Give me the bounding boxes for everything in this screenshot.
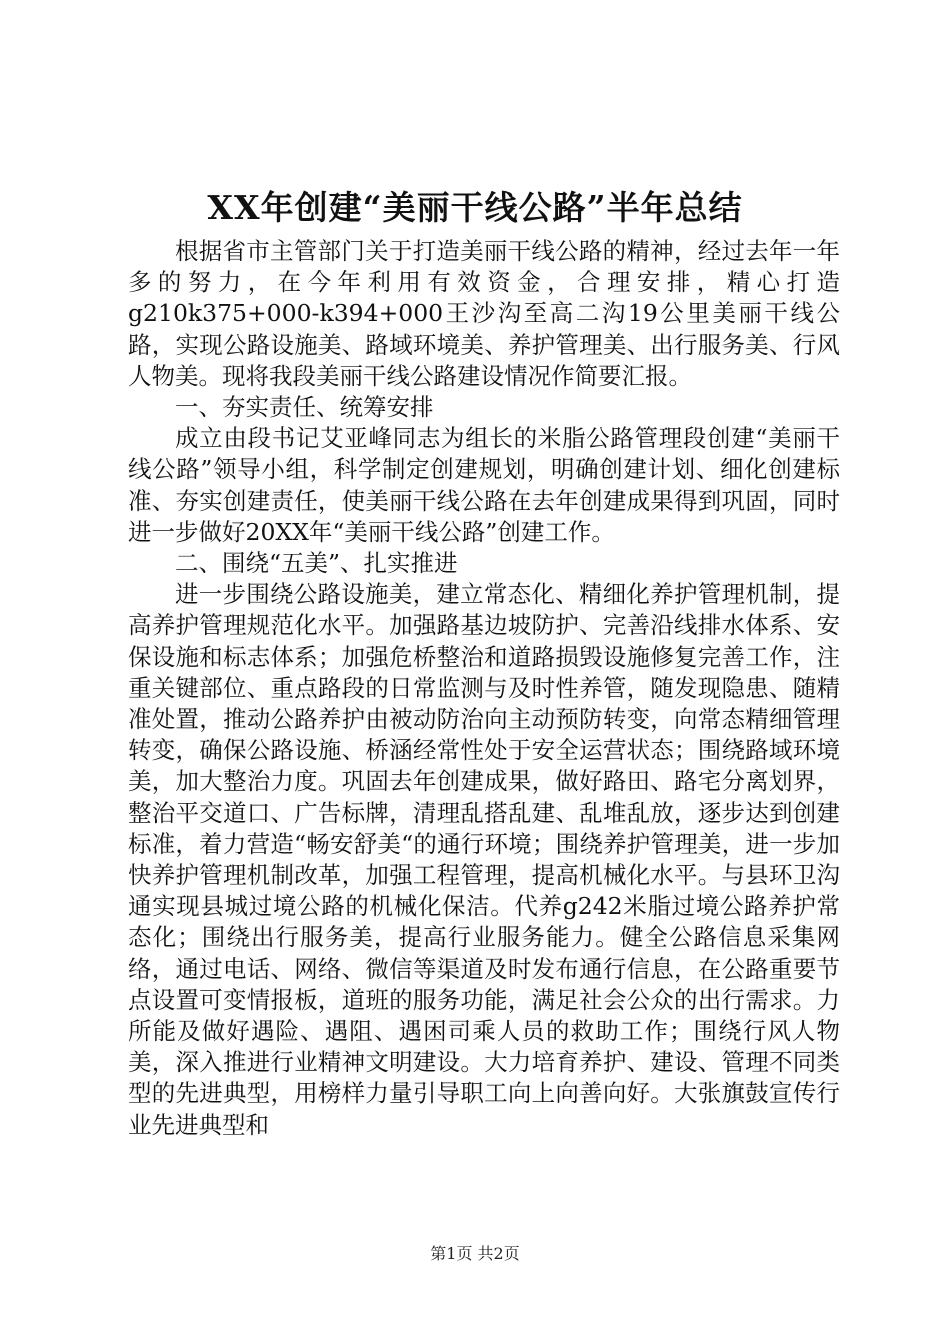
intro-paragraph: 根据省市主管部门关于打造美丽干线公路的精神，经过去年一年多的努力，在今年利用有效资金，合理安排，精心打造g210k375+000-k394+000王沙沟至高二沟19公里美丽干线公路，实现公路设施美、路域环境美、养护管理美、出行服务美、行风人物美。现将我段美丽干线公路建设情况作简要汇报。 xyxy=(128,237,840,390)
section-heading-1: 一、夯实责任、统筹安排 xyxy=(175,393,434,422)
section-2-paragraph: 进一步围绕公路设施美，建立常态化、精细化养护管理机制，提高养护管理规范化水平。加强路基边坡防护、完善沿线排水体系、安保设施和标志体系；加强危桥整治和道路损毁设施修复完善工作，注重关键部位、重点路段的日常监测与及时性养管，随发现隐患、随精准处置，推动公路养护由被动防治向主动预防转变，向常态精细管理转变，确保公路设施、桥涵经常性处于安全运营状态；围绕路域环境美，加大整治力度。巩固去年创建成果，做好路田、路宅分离划界，整治平交道口、广告标牌，清理乱搭乱建、乱堆乱放，逐步达到创建标准，着力营造“畅安舒美“的通行环境；围绕养护管理美，进一步加快养护管理机制改革，加强工程管理，提高机械化水平。与县环卫沟通实现县城过境公路的机械化保洁。代养g242米脂过境公路养护常态化；围绕出行服务美，提高行业服务能力。健全公路信息采集网络，通过电话、网络、微信等渠道及时发布通行信息，在公路重要节点设置可变情报板，道班的服务功能，满足社会公众的出行需求。力所能及做好遇险、遇阻、遇困司乘人员的救助工作；围绕行风人物美，深入推进行业精神文明建设。大力培育养护、建设、管理不同类型的先进典型，用榜样力量引导职工向上向善向好。大张旗鼓宣传行业先进典型和 xyxy=(128,580,840,1139)
document-body xyxy=(128,236,840,1141)
section-1-paragraph: 成立由段书记艾亚峰同志为组长的米脂公路管理段创建“美丽干线公路”领导小组，科学制定创建规划，明确创建计划、细化创建标准、夯实创建责任，使美丽干线公路在去年创建成果得到巩固，同时进一步做好20XX年“美丽干线公路”创建工作。 xyxy=(128,424,840,546)
section-heading-2: 二、围绕“五美”、扎实推进 xyxy=(175,549,458,578)
document-title: XX年创建“美丽干线公路”半年总结 xyxy=(207,188,743,227)
page-number-footer: 第1页 共2页 xyxy=(430,1244,520,1263)
